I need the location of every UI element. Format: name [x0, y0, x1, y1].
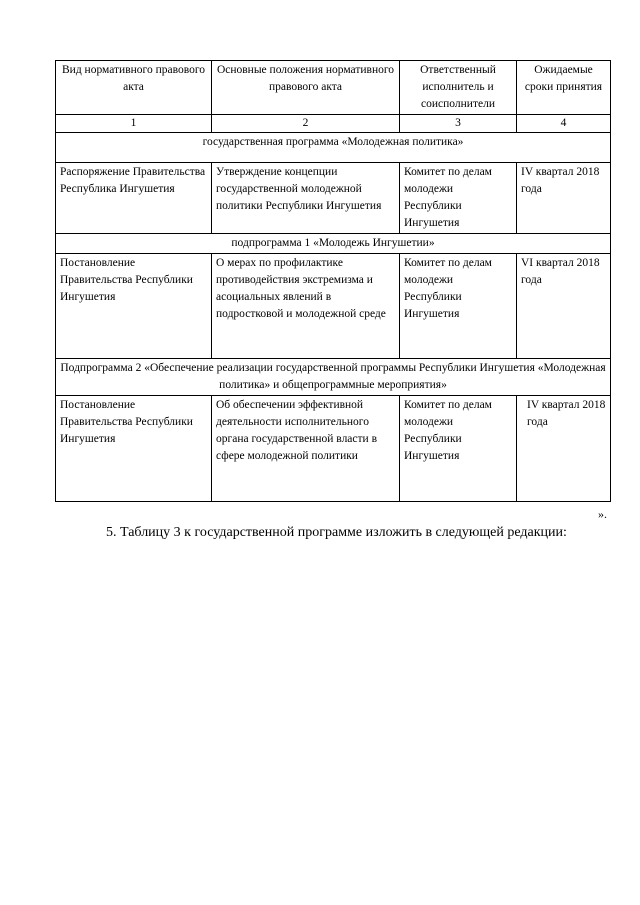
section-title-row — [56, 359, 611, 396]
normative-acts-table — [55, 60, 611, 502]
section-title: Подпрограмма 2 «Обеспечение реализации государственной программы Республики Ингушетия «Молодежная политика» и общепрограммные мероприятия» — [56, 359, 611, 396]
column-number-row — [56, 115, 611, 133]
column-number: 2 — [212, 115, 400, 133]
table-row — [56, 163, 611, 234]
section-title: подпрограмма 1 «Молодежь Ингушетии» — [56, 234, 611, 254]
header-provisions: Основные положения нормативного правового акта — [212, 61, 400, 115]
closing-quote: ». — [598, 507, 607, 521]
cell-term: IV квартал 2018 года — [517, 163, 611, 234]
cell-term: IV квартал 2018 года — [517, 396, 611, 502]
header-responsible: Ответственный исполнитель и соисполнители — [400, 61, 517, 115]
column-number: 3 — [400, 115, 517, 133]
table-header-row — [56, 61, 611, 115]
cell-responsible: Комитет по делам молодежи Республики Ингушетия — [400, 254, 517, 359]
column-number: 1 — [56, 115, 212, 133]
table-row — [56, 254, 611, 359]
cell-provisions: О мерах по профилактике противодействия экстремизма и асоциальных явлений в подростковой и молодежной среде — [212, 254, 400, 359]
cell-act-type: Постановление Правительства Республики Ингушетия — [56, 254, 212, 359]
section-title: государственная программа «Молодежная политика» — [56, 133, 611, 163]
cell-responsible: Комитет по делам молодежи Республики Ингушетия — [400, 163, 517, 234]
column-number: 4 — [517, 115, 611, 133]
section-title-row — [56, 234, 611, 254]
cell-provisions: Утверждение концепции государственной молодежной политики Республики Ингушетия — [212, 163, 400, 234]
cell-provisions: Об обеспечении эффективной деятельности исполнительного органа государственной власти в сфере молодежной политики — [212, 396, 400, 502]
cell-term: VI квартал 2018 года — [517, 254, 611, 359]
paragraph-text: 5. Таблицу 3 к государственной программе изложить в следующей редакции: — [106, 525, 567, 540]
cell-act-type: Постановление Правительства Республики Ингушетия — [56, 396, 212, 502]
cell-act-type: Распоряжение Правительства Республика Ингушетия — [56, 163, 212, 234]
header-term: Ожидаемые сроки принятия — [517, 61, 611, 115]
section-title-row — [56, 133, 611, 163]
table-row — [56, 396, 611, 502]
header-act-type: Вид нормативного правового акта — [56, 61, 212, 115]
cell-responsible: Комитет по делам молодежи Республики Ингушетия — [400, 396, 517, 502]
